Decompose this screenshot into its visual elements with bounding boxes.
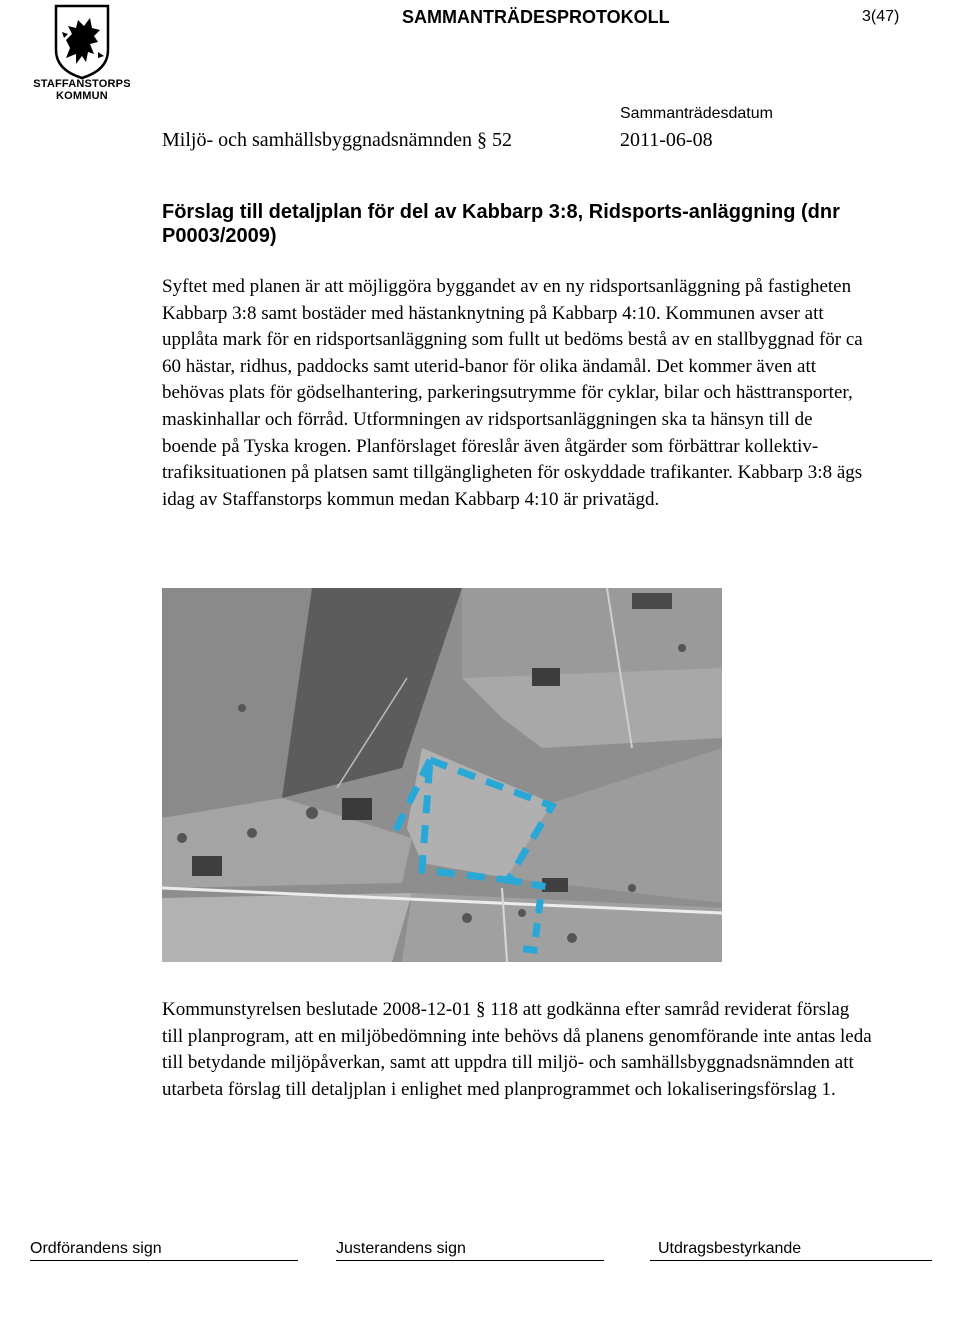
signature-line-1 [30,1260,298,1261]
paragraph-text: Syftet med planen är att möjliggöra byggandet av en ny ridsportsanläggning på fastigheten Kabbarp 3:8 samt bostäder med hästanknytning på Kabbarp 4:10. Kommunen avser att upplåta mark för en ridsportsanläggning som fullt ut bedöms bestå av en stallbyggnad för ca 60 hästar, ridhus, paddocks samt uterid-banor för olika ändamål. Det kommer även att behövas plats för gödselhantering, parkeringsutrymme för cyklar, bilar och hästtransporter, maskinhallar och förråd. Utformningen av ridsportsanläggningen ska ta hänsyn till de boende på Tyska krogen. Planförslaget föreslår även åtgärder som förbättrar kollektiv-trafiksituationen på platsen samt tillgängligheten för oskyddade trafikanter. Kabbarp 3:8 ägs idag av Staffanstorps kommun medan Kabbarp 4:10 är privatägd. [162,276,863,510]
meeting-date-label: Sammanträdesdatum [620,105,773,122]
certification-label: Utdragsbestyrkande [658,1240,802,1257]
page-number: 3(47) [862,8,900,25]
chair-signature-label: Ordförandens sign [30,1240,162,1257]
meeting-date: 2011-06-08 [620,129,713,151]
municipality-name: STAFFANSTORPS KOMMUN [33,78,131,102]
signature-line-2 [336,1260,604,1261]
section-heading: Förslag till detaljplan för del av Kabbarp 3:8, Ridsports-anläggning (dnr P0003/2009) [162,201,840,247]
body-paragraph-1 [162,274,872,513]
adjuster-signature-label: Justerandens sign [336,1240,466,1257]
aerial-photo-image [162,588,722,962]
signature-line-3 [650,1260,932,1261]
paragraph-text: Kommunstyrelsen beslutade 2008-12-01 § 118 att godkänna efter samråd reviderat förslag till planprogram, att en miljöbedömning inte behövs då planens genomförande inte antas leda till betydande miljöpåverkan, samt att uppdra till miljö- och samhällsbyggnadsnämnden att utarbeta förslag till detaljplan i enlighet med planprogrammet och lokaliseringsförslag 1. [162,999,872,1100]
committee-line: Miljö- och samhällsbyggnadsnämnden § 52 [162,129,512,151]
aerial-map [162,588,722,962]
body-paragraph-2 [162,997,872,1103]
document-title: SAMMANTRÄDESPROTOKOLL [402,7,670,27]
